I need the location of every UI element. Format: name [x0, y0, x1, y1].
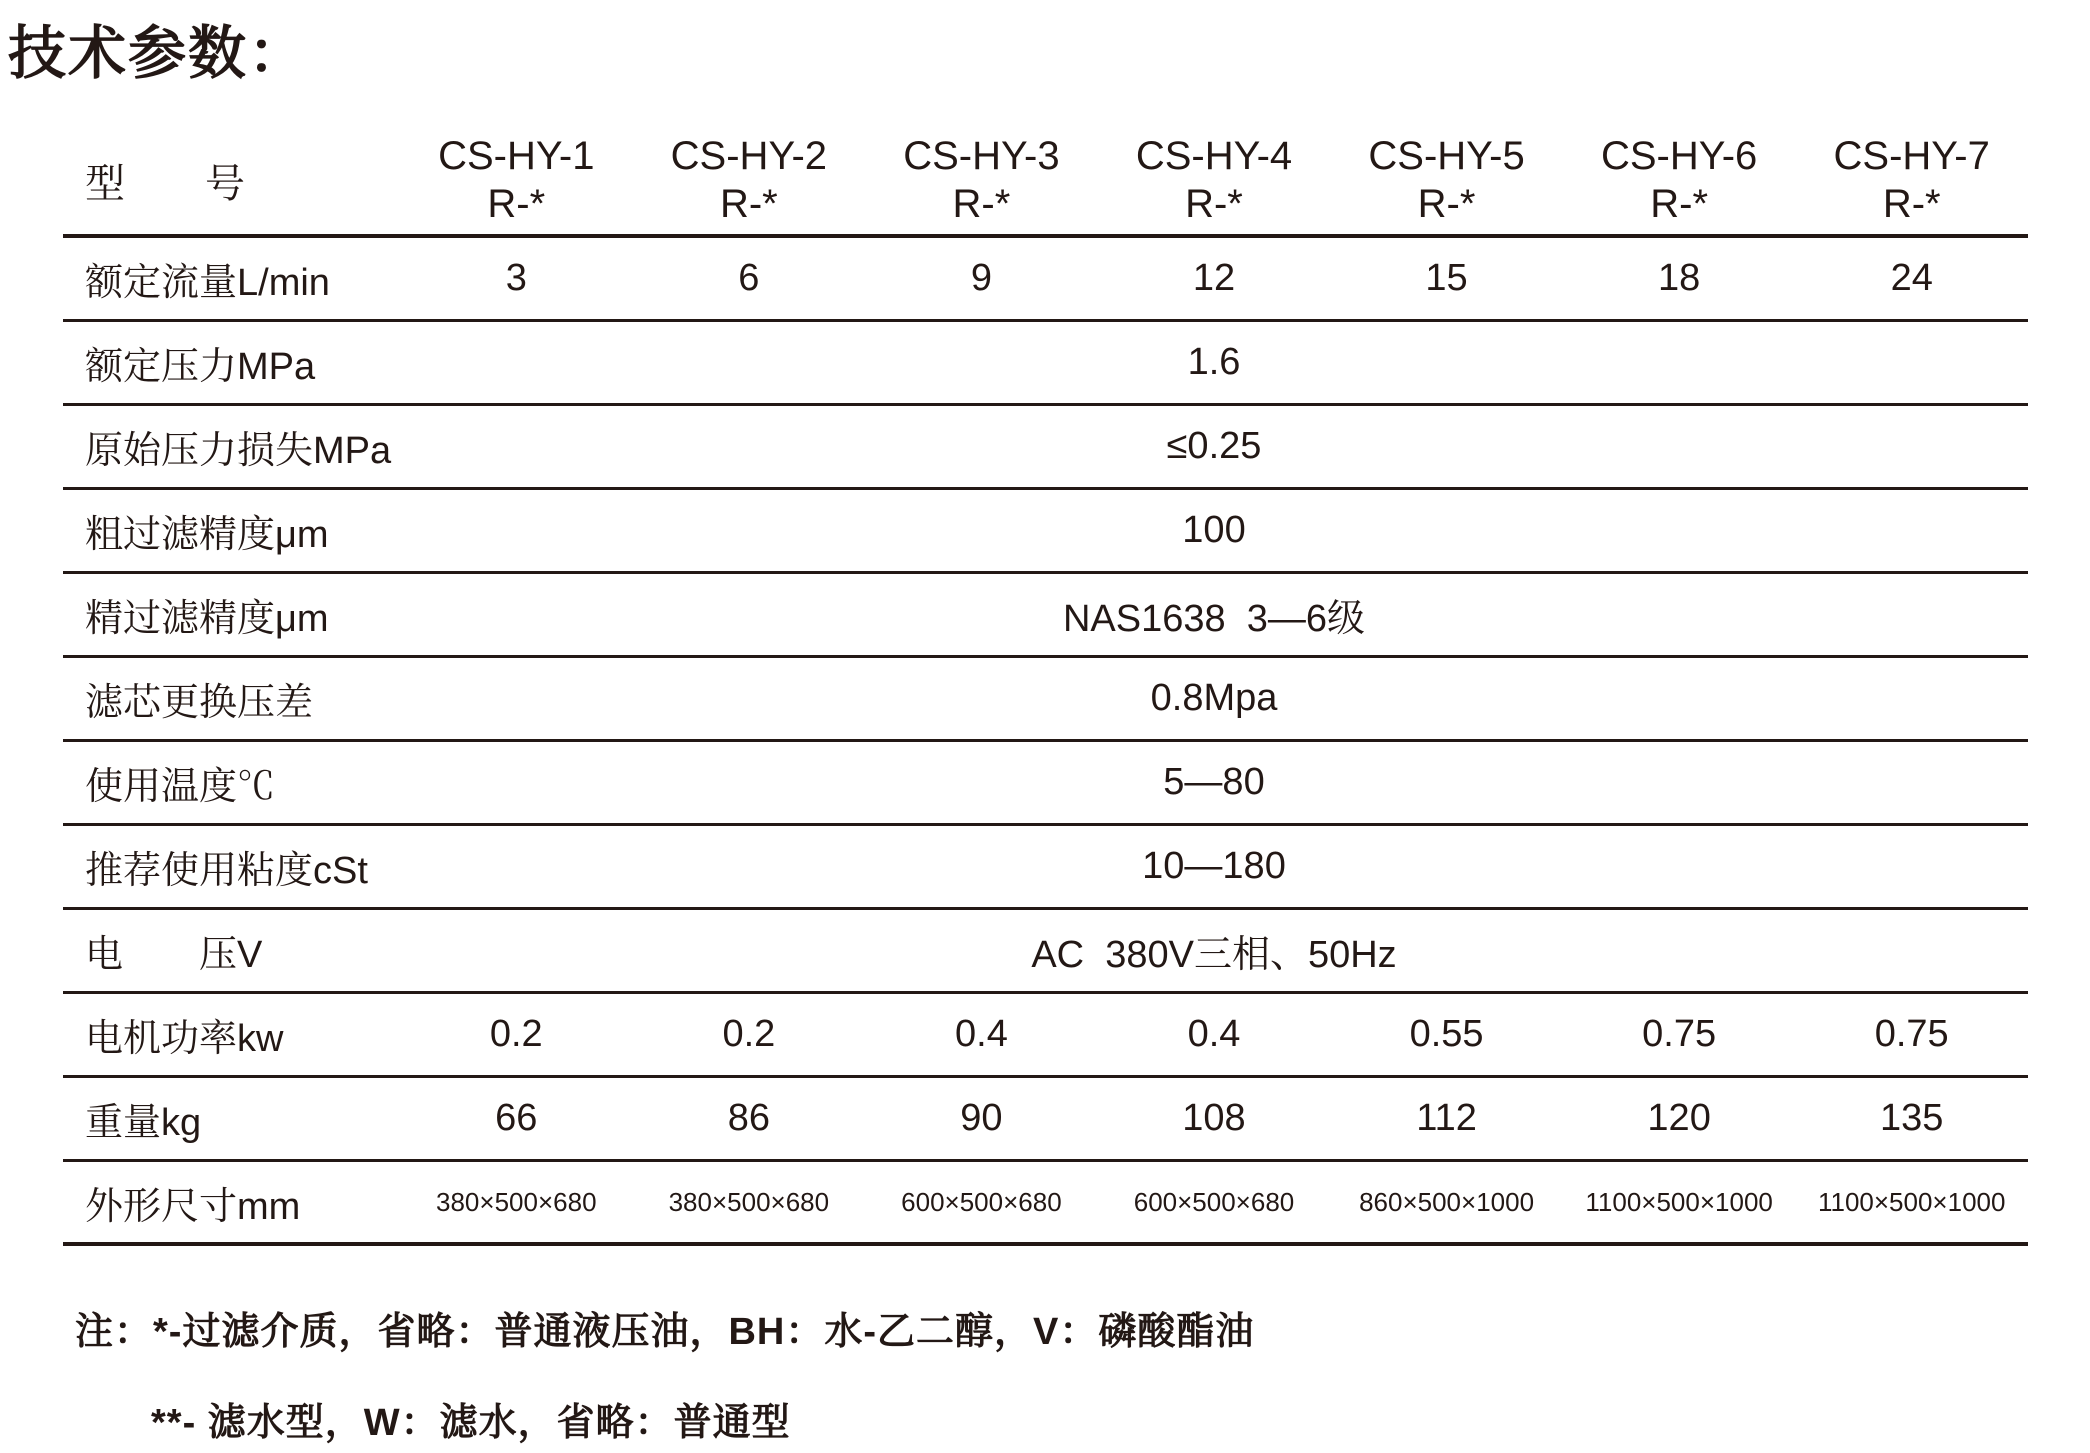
- value-cell: 0.75: [1874, 1013, 1949, 1055]
- row-label: 原始压力损失MPa: [85, 430, 392, 472]
- value-cell: 1100×500×1000: [1817, 1186, 2006, 1217]
- value-cell: 66: [495, 1097, 538, 1139]
- row-label: 滤芯更换压差: [85, 682, 314, 724]
- table-row-rated-flow: [63, 238, 2028, 322]
- model-name: CS-HY-5: [1368, 134, 1525, 178]
- value-cell: 1100×500×1000: [1585, 1186, 1773, 1217]
- note-line: 注：*-过滤介质，省略：普通液压油，BH：水-乙二醇，V：磷酸酯油: [75, 1311, 1255, 1353]
- model-name: CS-HY-6: [1600, 134, 1758, 178]
- value-cell: 0.4: [955, 1013, 1008, 1055]
- model-variant: R-*: [1882, 182, 1941, 226]
- table-header-row: [63, 126, 2028, 238]
- table-row-dimensions: [63, 1162, 2028, 1246]
- table-row-rated-pressure: [63, 322, 2028, 406]
- table-row-initial-pressure-loss: [63, 406, 2028, 490]
- value-cell: 3: [505, 257, 527, 299]
- merged-value-cell: ≤0.25: [1166, 425, 1262, 467]
- table-row-weight: [63, 1078, 2028, 1162]
- row-label: 额定流量L/min: [85, 262, 330, 304]
- table-row-recommended-viscosity: [63, 826, 2028, 910]
- table-row-coarse-filtration: [63, 490, 2028, 574]
- spec-table: [63, 126, 2028, 1246]
- value-cell: 90: [960, 1097, 1003, 1139]
- value-cell: 108: [1182, 1097, 1246, 1139]
- merged-value-cell: 1.6: [1187, 341, 1241, 383]
- value-cell: 112: [1416, 1097, 1477, 1139]
- model-variant: R-*: [1650, 182, 1709, 226]
- value-cell: 9: [970, 257, 992, 299]
- model-variant: R-*: [1417, 182, 1476, 226]
- row-label: 重量kg: [85, 1102, 202, 1144]
- model-header-cell: [865, 126, 1098, 234]
- value-cell: 0.55: [1409, 1013, 1484, 1055]
- merged-value-cell: 5—80: [1163, 761, 1265, 803]
- row-label: 额定压力MPa: [85, 346, 316, 388]
- value-cell: 0.4: [1187, 1013, 1241, 1055]
- value-cell: 15: [1425, 257, 1468, 299]
- merged-value-cell: 100: [1182, 509, 1246, 551]
- row-label: 电机功率kw: [85, 1018, 284, 1060]
- model-header-cell: [1795, 126, 2028, 234]
- value-cell: 600×500×680: [901, 1186, 1062, 1217]
- value-cell: 12: [1192, 257, 1236, 299]
- row-label: 使用温度℃: [85, 766, 276, 808]
- row-label: 外形尺寸mm: [85, 1185, 301, 1228]
- model-header-cell: [1098, 126, 1331, 234]
- value-cell: 0.75: [1642, 1013, 1717, 1055]
- merged-value-cell: 0.8Mpa: [1150, 677, 1278, 719]
- model-header-cell: [400, 126, 633, 234]
- row-label: 精过滤精度μm: [85, 598, 329, 640]
- model-variant: R-*: [1185, 182, 1243, 226]
- value-cell: 18: [1657, 257, 1701, 299]
- model-name: CS-HY-4: [1135, 134, 1293, 178]
- model-variant: R-*: [487, 182, 546, 226]
- value-cell: 135: [1880, 1097, 1944, 1139]
- value-cell: 120: [1647, 1097, 1711, 1139]
- footnotes: [75, 1300, 2090, 1446]
- row-label: 粗过滤精度μm: [85, 514, 329, 556]
- value-cell: 380×500×680: [668, 1186, 830, 1217]
- model-header-cell: [1563, 126, 1796, 234]
- value-cell: 24: [1890, 257, 1933, 299]
- model-variant: R-*: [952, 182, 1011, 226]
- table-row-fine-filtration: [63, 574, 2028, 658]
- page-title: 技术参数：: [8, 21, 309, 86]
- value-cell: 380×500×680: [436, 1186, 597, 1217]
- merged-value-cell: AC 380V三相、50Hz: [1031, 934, 1397, 976]
- model-name: CS-HY-7: [1833, 134, 1990, 178]
- row-label: 电 压V: [85, 934, 263, 976]
- note-line: **- 滤水型，W：滤水，省略：普通型: [151, 1402, 791, 1444]
- value-cell: 600×500×680: [1133, 1186, 1295, 1217]
- model-name: CS-HY-1: [438, 134, 595, 178]
- model-header-cell: [633, 126, 866, 234]
- table-row-operating-temperature: [63, 742, 2028, 826]
- value-cell: 0.2: [489, 1013, 543, 1055]
- value-cell: 6: [738, 257, 760, 299]
- model-name: CS-HY-3: [903, 134, 1060, 178]
- merged-value-cell: 10—180: [1142, 845, 1286, 887]
- model-header-label: 型 号: [85, 161, 245, 206]
- value-cell: 860×500×1000: [1359, 1186, 1535, 1217]
- table-row-element-change-pressure: [63, 658, 2028, 742]
- model-variant: R-*: [719, 182, 778, 226]
- value-cell: 86: [727, 1097, 770, 1139]
- model-header-cell: [1330, 126, 1563, 234]
- table-row-voltage: [63, 910, 2028, 994]
- table-row-motor-power: [63, 994, 2028, 1078]
- merged-value-cell: NAS1638 3—6级: [1062, 598, 1366, 640]
- row-label: 推荐使用粘度cSt: [85, 850, 368, 892]
- value-cell: 0.2: [722, 1013, 776, 1055]
- model-name: CS-HY-2: [670, 134, 828, 178]
